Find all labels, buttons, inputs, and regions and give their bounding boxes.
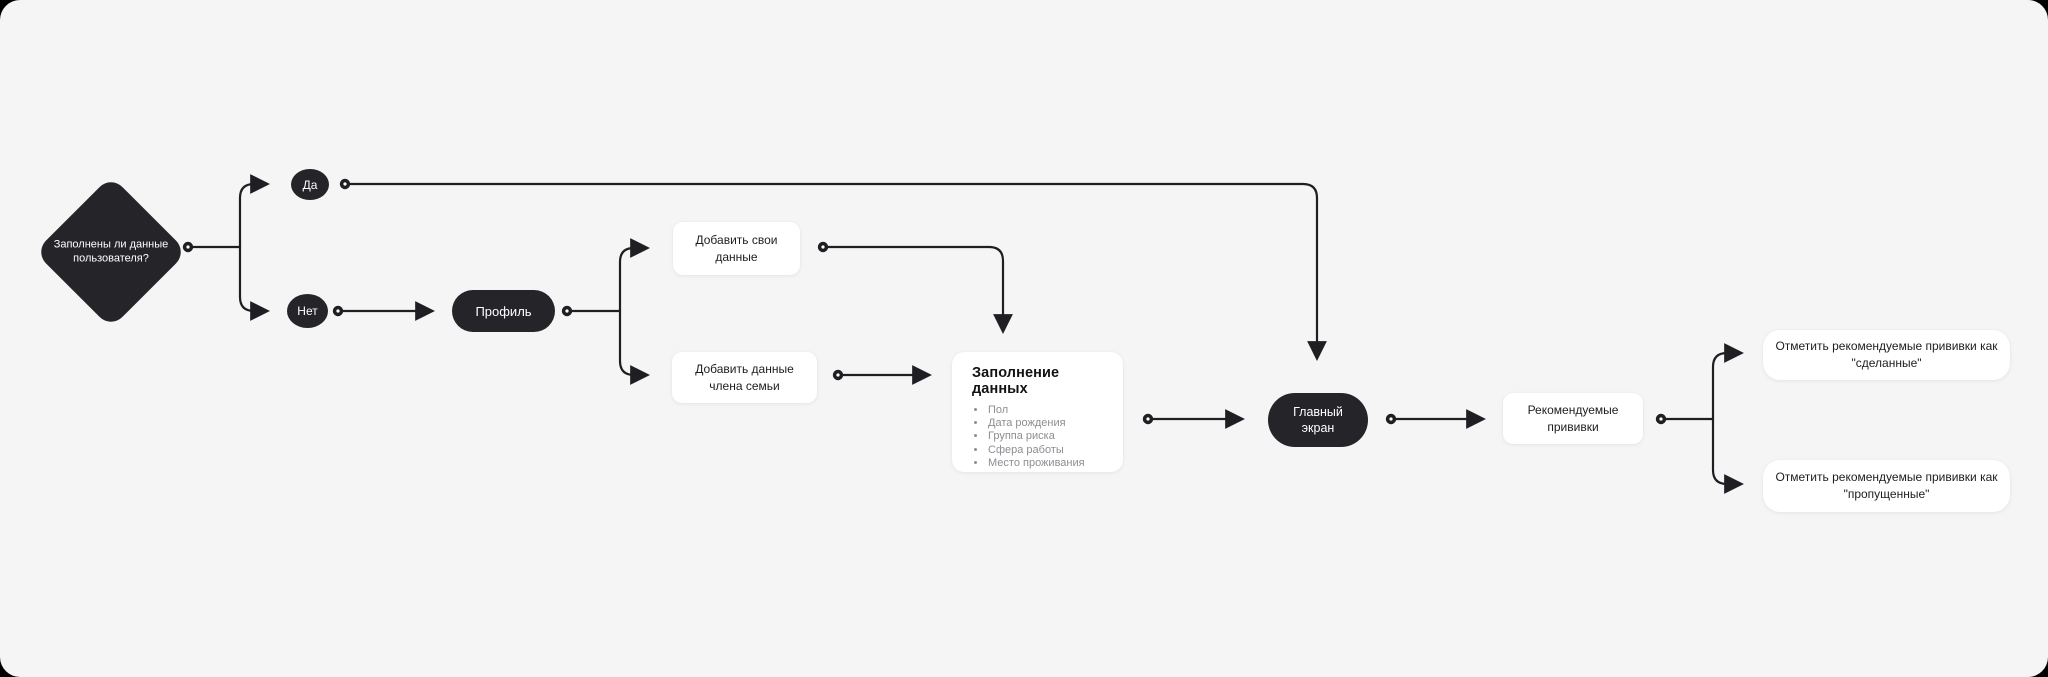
fill-data-item: • Место проживания (987, 457, 1109, 470)
fill-data-item: • Группа риска (987, 430, 1109, 443)
node-add-own-data-label: Добавить свои данные (695, 233, 778, 264)
fill-data-item: • Пол (987, 404, 1109, 417)
connector-dot (1658, 416, 1665, 423)
edge-decision-yes (240, 184, 266, 247)
node-yes[interactable] (291, 169, 329, 200)
node-mark-missed[interactable] (1763, 460, 2010, 512)
connector-dot (335, 308, 342, 315)
connector-dot (564, 308, 571, 315)
connector-dot (185, 244, 192, 251)
node-mark-missed-label: Отметить рекомендуемые прививки как "пропущенные" (1775, 470, 1998, 501)
node-decision[interactable] (53, 198, 169, 306)
connector-dot (835, 372, 842, 379)
node-fill-data-title: Заполнение данных (972, 365, 1060, 397)
node-mark-done[interactable] (1763, 330, 2010, 380)
node-decision-label: Заполнены ли данные пользователя? (53, 238, 169, 265)
connector-dot (1145, 416, 1152, 423)
node-recommended-vaccines[interactable] (1503, 393, 1643, 444)
edge-decision-no (240, 247, 266, 311)
fill-data-list (972, 404, 1109, 470)
node-add-family-data-label: Добавить данные члена семьи (695, 362, 794, 393)
node-no[interactable] (287, 294, 328, 328)
node-add-own-data[interactable] (673, 222, 800, 275)
node-add-family-data[interactable] (672, 352, 817, 403)
node-fill-data[interactable] (952, 352, 1123, 472)
node-main-screen-label: Главный экран (1293, 404, 1343, 435)
node-no-label: Нет (297, 304, 318, 318)
edge-addown-filldata (828, 247, 1003, 330)
connector-dot (1388, 416, 1395, 423)
node-mark-done-label: Отметить рекомендуемые прививки как "сделанные" (1775, 339, 1998, 370)
node-profile[interactable] (452, 290, 555, 332)
node-yes-label: Да (302, 177, 318, 192)
connector-dot (342, 181, 349, 188)
edge-recommended-done (1713, 353, 1740, 419)
fill-data-item: • Дата рождения (987, 417, 1109, 430)
node-profile-label: Профиль (475, 303, 532, 319)
edge-recommended-missed (1713, 419, 1740, 484)
edge-profile-addown (620, 248, 646, 311)
node-main-screen[interactable] (1268, 393, 1368, 447)
fill-data-item: • Сфера работы (987, 444, 1109, 457)
node-recommended-vaccines-label: Рекомендуемые прививки (1527, 403, 1619, 434)
edge-profile-addfamily (620, 311, 646, 375)
connector-dot (820, 244, 827, 251)
